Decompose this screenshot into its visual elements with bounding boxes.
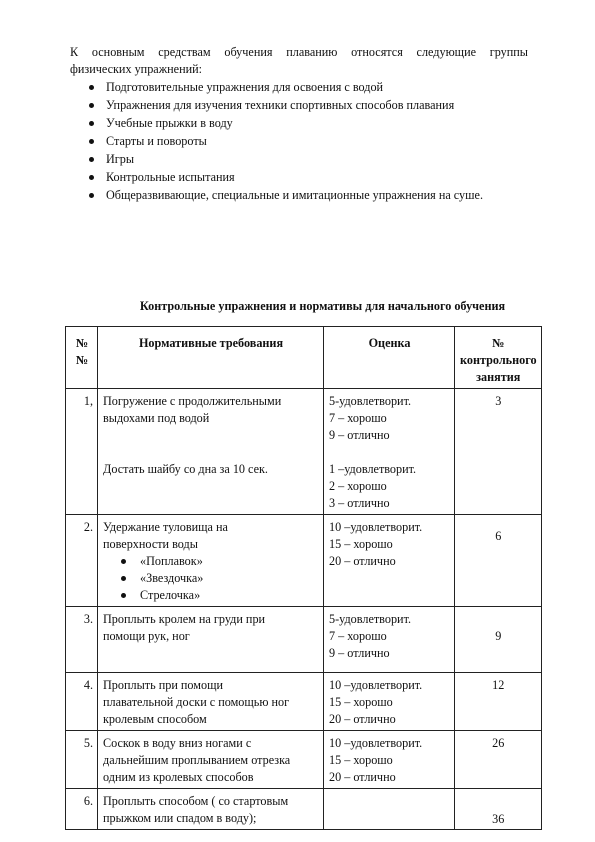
row-grade: [324, 789, 455, 830]
norms-table: [65, 326, 542, 830]
list-item: [70, 169, 540, 187]
row-grade: [324, 673, 455, 731]
req-line: Удержание туловища на: [103, 520, 228, 534]
intro-line-1: К основным средствам обучения плаванию относятся следующие группы: [70, 45, 528, 59]
header-control-line-1: №: [492, 336, 505, 350]
bullet-icon: [89, 175, 94, 180]
req-line: Погружение с продолжительными: [103, 394, 282, 408]
bullet-icon: [89, 139, 94, 144]
header-requirements: Нормативные требования: [98, 327, 324, 389]
row-requirements: [98, 789, 324, 830]
table-row: [66, 789, 542, 830]
grade-line: 9 – отлично: [329, 428, 390, 442]
list-item-text: Старты и повороты: [106, 134, 207, 148]
header-num-line-2: №: [75, 353, 89, 367]
bullet-icon: [121, 576, 126, 581]
header-num: [66, 327, 98, 389]
row-grade: [324, 607, 455, 673]
list-item: [70, 115, 540, 133]
table-title: Контрольные упражнения и нормативы для начального обучения: [139, 299, 506, 313]
list-item: [70, 187, 540, 205]
row-control: 6: [455, 515, 542, 607]
grade-line: 7 – хорошо: [329, 411, 387, 425]
req-line: Проплыть кролем на груди при: [103, 612, 266, 626]
table-row: [66, 731, 542, 789]
header-control-line-3: занятия: [476, 370, 521, 384]
grade-line: 7 – хорошо: [329, 629, 387, 643]
grade-line: 5-удовлетворит.: [329, 612, 412, 626]
list-item-text: «Поплавок»: [140, 554, 203, 568]
list-item-text: Стрелочка»: [140, 588, 201, 602]
req-line: прыжком или спадом в воду);: [103, 811, 257, 825]
req-line: выдохами под водой: [103, 411, 210, 425]
list-item: [103, 587, 319, 604]
row-grade: [324, 515, 455, 607]
list-item-text: Игры: [106, 152, 135, 166]
table-header-row: [66, 327, 542, 389]
bullet-icon: [89, 193, 94, 198]
req-line: Проплыть способом ( со стартовым: [103, 794, 289, 808]
row-control: 12: [455, 673, 542, 731]
grade-line: 20 – отлично: [329, 770, 396, 784]
row-control: 9: [455, 607, 542, 673]
intro-line-2: физических упражнений:: [70, 62, 203, 76]
list-item: [103, 570, 319, 587]
table-row: [66, 389, 542, 515]
table-row: [66, 515, 542, 607]
req-line: Проплыть при помощи: [103, 678, 223, 692]
grade-line: 15 – хорошо: [329, 695, 393, 709]
intro-paragraph: [70, 44, 528, 78]
bullet-icon: [89, 85, 94, 90]
list-item: [70, 133, 540, 151]
req-line: кролевым способом: [103, 712, 207, 726]
row-grade: [324, 389, 455, 515]
bullet-icon: [89, 157, 94, 162]
req-line: Соскок в воду вниз ногами с: [103, 736, 252, 750]
grade-line: 2 – хорошо: [329, 479, 387, 493]
header-num-line-1: №: [75, 336, 89, 350]
row-grade: [324, 731, 455, 789]
list-item: [70, 79, 540, 97]
bullet-icon: [121, 593, 126, 598]
row-control: 3: [455, 389, 542, 515]
grade-line: 10 –удовлетворит.: [329, 520, 423, 534]
table-row: [66, 607, 542, 673]
row-num: 2.: [66, 515, 98, 607]
bullet-icon: [121, 559, 126, 564]
list-item-text: Подготовительные упражнения для освоения с водой: [106, 80, 384, 94]
bullet-icon: [89, 121, 94, 126]
req-line: плавательной доски с помощью ног: [103, 695, 290, 709]
row-requirements: [98, 607, 324, 673]
exercise-groups-list: [70, 79, 540, 205]
row-num: 5.: [66, 731, 98, 789]
row-requirements: [98, 673, 324, 731]
exercise-item-list: [103, 553, 319, 604]
list-item: [103, 553, 319, 570]
req-line: поверхности воды: [103, 537, 198, 551]
grade-line: 10 –удовлетворит.: [329, 736, 423, 750]
list-item-text: Контрольные испытания: [106, 170, 235, 184]
list-item-text: Общеразвивающие, специальные и имитационные упражнения на суше.: [106, 188, 483, 202]
row-control: 26: [455, 731, 542, 789]
req-line: одним из кролевых способов: [103, 770, 254, 784]
req-line: помощи рук, ног: [103, 629, 190, 643]
list-item-text: Упражнения для изучения техники спортивных способов плавания: [106, 98, 455, 112]
header-control-line-2: контрольного: [460, 353, 537, 367]
list-item: [70, 97, 540, 115]
list-item-text: Учебные прыжки в воду: [106, 116, 233, 130]
grade-line: 1 –удовлетворит.: [329, 462, 417, 476]
req-line: Достать шайбу со дна за 10 сек.: [103, 462, 268, 476]
grade-line: 5-удовлетворит.: [329, 394, 412, 408]
row-requirements: [98, 731, 324, 789]
row-num: 6.: [66, 789, 98, 830]
header-control: [455, 327, 542, 389]
grade-line: 15 – хорошо: [329, 753, 393, 767]
row-num: 3.: [66, 607, 98, 673]
header-grade: Оценка: [324, 327, 455, 389]
list-item-text: «Звездочка»: [140, 571, 204, 585]
grade-line: 9 – отлично: [329, 646, 390, 660]
list-item: [70, 151, 540, 169]
bullet-icon: [89, 103, 94, 108]
row-requirements: [98, 389, 324, 515]
grade-line: 20 – отлично: [329, 554, 396, 568]
row-requirements: [98, 515, 324, 607]
grade-line: 15 – хорошо: [329, 537, 393, 551]
req-line: дальнейшим проплыванием отрезка: [103, 753, 291, 767]
grade-line: 10 –удовлетворит.: [329, 678, 423, 692]
row-control: 36: [455, 789, 542, 830]
table-row: [66, 673, 542, 731]
row-num: 4.: [66, 673, 98, 731]
row-num: 1,: [66, 389, 98, 515]
grade-line: 20 – отлично: [329, 712, 396, 726]
grade-line: 3 – отлично: [329, 496, 390, 510]
